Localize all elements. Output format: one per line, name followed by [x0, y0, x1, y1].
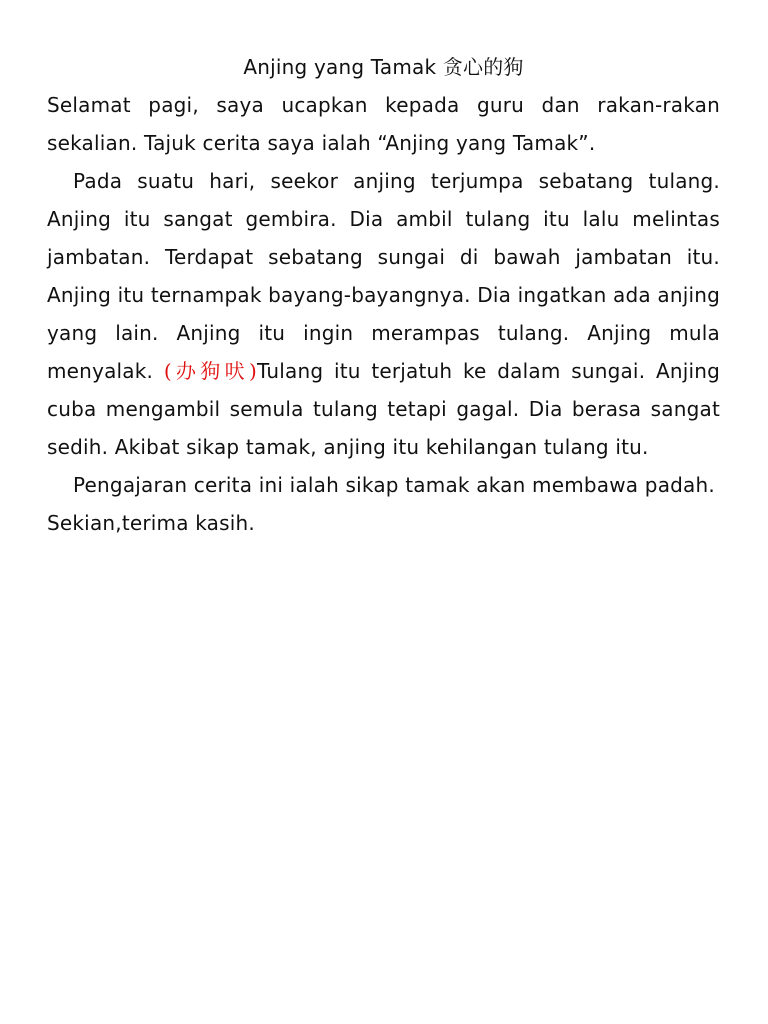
moral-paragraph: Pengajaran cerita ini ialah sikap tamak akan membawa padah. [73, 473, 715, 497]
greeting-paragraph: Selamat pagi, saya ucapkan kepada guru dan rakan-rakan sekalian. Tajuk cerita saya ialah “Anjing yang Tamak”. [47, 93, 720, 155]
title-latin: Anjing yang Tamak [243, 55, 437, 79]
story-part-one: Pada suatu hari, seekor anjing terjumpa sebatang tulang. Anjing itu sangat gembira. Dia ambil tulang itu lalu melintas jambatan. Terdapat sebatang sungai di bawah jambatan itu. Anjing itu ternampak bayang-bayangnya. Dia ingatkan ada anjing yang lain. Anjing itu ingin merampas tulang. Anjing mula menyalak. [47, 169, 720, 383]
sound-effect-note: (办狗吠) [163, 359, 257, 383]
document-title [47, 48, 720, 86]
title-chinese: 贪心的狗 [442, 55, 524, 79]
closing-line: Sekian,terima kasih. [47, 511, 255, 535]
document-page [47, 48, 720, 542]
story-paragraph [47, 162, 720, 466]
story-part-two: Tulang itu terjatuh ke dalam sungai. Anjing cuba mengambil semula tulang tetapi gagal. Dia berasa sangat sedih. Akibat sikap tamak, anjing itu kehilangan tulang itu. [47, 359, 720, 459]
